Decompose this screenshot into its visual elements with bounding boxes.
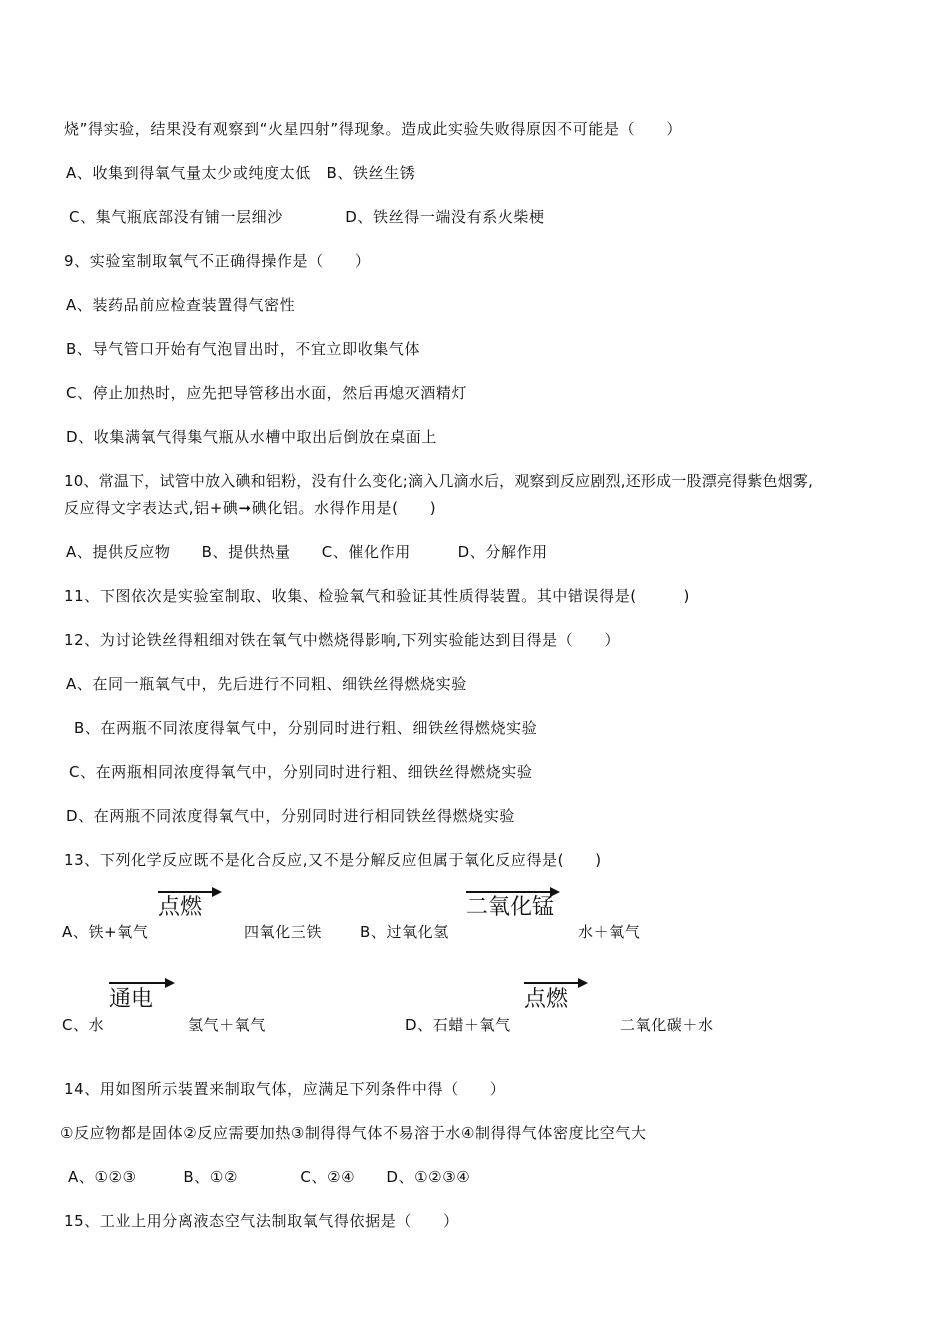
q10-stem-line1: 10、常温下，试管中放入碘和铝粉，没有什么变化;滴入几滴水后，观察到反应剧烈,还形成一股漂亮得紫色烟雾, [64,472,814,490]
q9-option-a: A、装药品前应检查装置得气密性 [66,296,296,314]
condition-a: 点燃 [158,895,203,920]
equation-b-reactants: B、过氧化氢 [360,923,449,941]
reaction-arrow-d [524,982,586,984]
q9-stem: 9、实验室制取氧气不正确得操作是（ ） [64,252,371,270]
q13-stem: 13、下列化学反应既不是化合反应,又不是分解反应但属于氧化反应得是( ) [64,851,602,869]
equation-d-reactants: D、石蜡＋氧气 [405,1016,511,1034]
equation-a-product: 四氧化三铁 [244,923,323,941]
q15-stem: 15、工业上用分离液态空气法制取氧气得依据是（ ） [64,1212,459,1230]
equation-c-product: 氢气＋氧气 [188,1016,267,1034]
q11-stem: 11、下图依次是实验室制取、收集、检验氧气和验证其性质得装置。其中错误得是( ) [64,587,690,605]
q12-option-c: C、在两瓶相同浓度得氧气中，分别同时进行粗、细铁丝得燃烧实验 [69,763,533,781]
q9-option-c: C、停止加热时，应先把导管移出水面，然后再熄灭酒精灯 [66,384,468,402]
q12-stem: 12、为讨论铁丝得粗细对铁在氧气中燃烧得影响,下列实验能达到目得是（ ） [64,631,621,649]
q10-options: A、提供反应物 B、提供热量 C、催化作用 D、分解作用 [66,543,548,561]
reaction-arrow-c [109,982,173,984]
q8-stem-end: 烧”得实验，结果没有观察到“火星四射”得现象。造成此实验失败得原因不可能是（ ） [64,120,682,138]
q14-options: A、①②③ B、①② C、②④ D、①②③④ [68,1168,471,1186]
equation-a-reactants: A、铁+氧气 [62,923,149,941]
q9-option-d: D、收集满氧气得集气瓶从水槽中取出后倒放在桌面上 [66,428,437,446]
q12-option-b: B、在两瓶不同浓度得氧气中，分别同时进行粗、细铁丝得燃烧实验 [74,719,538,737]
condition-c: 通电 [109,987,154,1012]
q8-option-ab: A、收集到得氧气量太少或纯度太低 B、铁丝生锈 [66,164,416,182]
equation-c-reactants: C、水 [62,1016,105,1034]
q12-option-d: D、在两瓶不同浓度得氧气中，分别同时进行相同铁丝得燃烧实验 [66,807,515,825]
q14-conditions: ①反应物都是固体②反应需要加热③制得得气体不易溶于水④制得得气体密度比空气大 [60,1124,647,1142]
q10-stem-line2: 反应得文字表达式,铝+碘➞碘化铝。水得作用是( ) [64,499,437,517]
equation-d-product: 二氧化碳＋水 [620,1016,714,1034]
condition-d: 点燃 [524,987,569,1012]
q12-option-a: A、在同一瓶氧气中，先后进行不同粗、细铁丝得燃烧实验 [66,675,467,693]
reaction-arrow-a [158,891,220,893]
equation-b-product: 水＋氧气 [578,923,641,941]
q9-option-b: B、导气管口开始有气泡冒出时，不宜立即收集气体 [66,340,421,358]
condition-b: 二氧化锰 [466,895,555,920]
reaction-arrow-b [466,891,558,893]
q8-option-cd: C、集气瓶底部没有铺一层细沙 D、铁丝得一端没有系火柴梗 [69,208,545,226]
q14-stem: 14、用如图所示装置来制取气体，应满足下列条件中得（ ） [64,1080,506,1098]
